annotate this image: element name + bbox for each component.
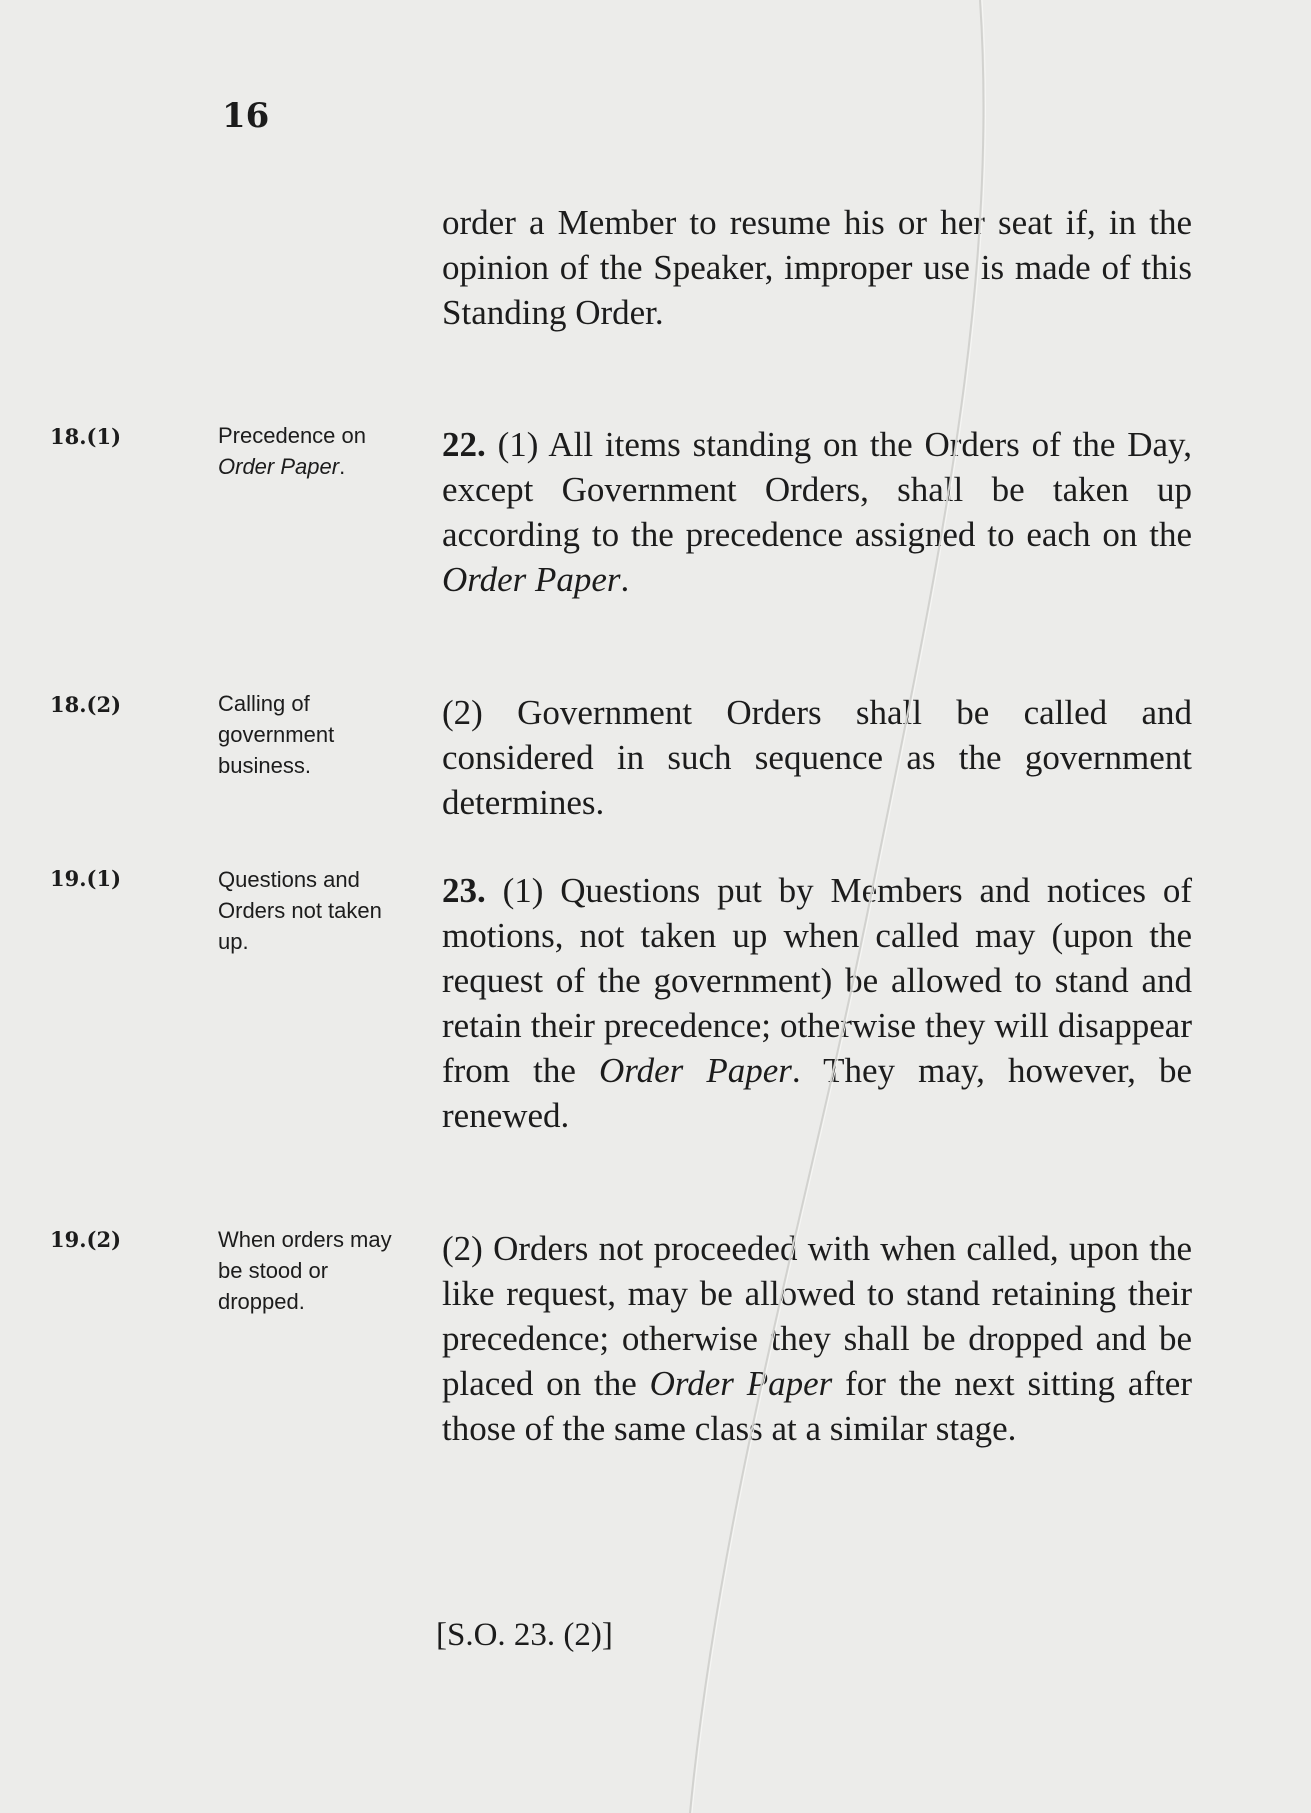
section-ref: 18.(1) [50, 424, 122, 449]
margin-note: When orders may be stood or dropped. [218, 1227, 392, 1314]
section-paragraph: (2) Government Orders shall be called and considered in such sequence as the government determines. [442, 693, 1192, 822]
section-ref: 18.(2) [50, 692, 122, 717]
intro-paragraph: order a Member to resume his or her seat if, in the opinion of the Speaker, improper use is made of this Standing Order. [442, 203, 1192, 332]
section-ref: 19.(2) [50, 1227, 122, 1252]
section-paragraph: 23. (1) Questions put by Members and notices of motions, not taken up when called may (upon the request of the government) be allowed to stand and retain their precedence; otherwise they will disappear from the Order Paper. They may, however, be renewed. [442, 871, 1193, 1135]
margin-note: Calling of government business. [218, 691, 335, 778]
margin-note: Questions and Orders not taken up. [218, 867, 382, 954]
section-ref: 19.(1) [50, 866, 122, 891]
rule-number: 23. [442, 871, 486, 910]
citation: [S.O. 23. (2)] [436, 1617, 613, 1653]
section-paragraph: 22. (1) All items standing on the Orders of the Day, except Government Orders, shall be taken up according to the precedence assigned to each on the Order Paper. [442, 425, 1192, 599]
page-number: 16 [222, 96, 270, 136]
section-paragraph: (2) Orders not proceeded with when called, upon the like request, may be allowed to stand retaining their precedence; otherwise they shall be dropped and be placed on the Order Paper for the next sitting after those of the same class at a similar stage. [442, 1229, 1192, 1448]
rule-number: 22. [442, 425, 486, 464]
margin-note: Precedence on Order Paper. [218, 423, 366, 479]
